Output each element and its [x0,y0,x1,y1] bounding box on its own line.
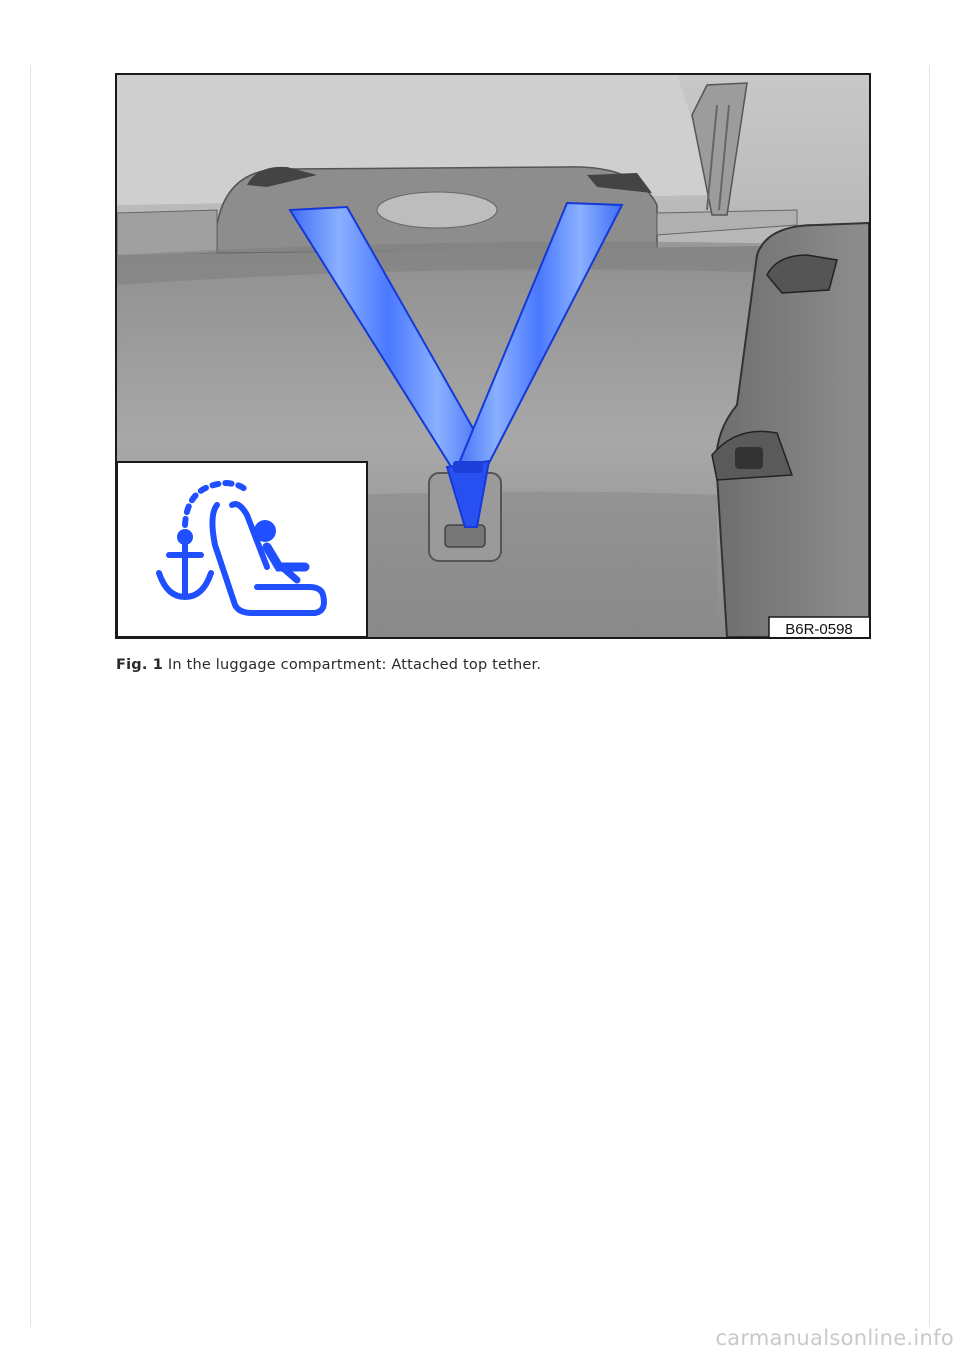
figure-top-tether-illustration [115,73,871,639]
figure-code-label: B6R-0598 [785,621,853,637]
page-margin-rule-left [30,65,31,1327]
figure-caption-label: Fig. 1 [116,657,164,673]
watermark-text: carmanualsonline.info [715,1326,954,1350]
figure-caption [116,657,541,673]
page-margin-rule-right [929,65,930,1327]
figure-caption-text: In the luggage compartment: Attached top tether. [167,657,542,673]
